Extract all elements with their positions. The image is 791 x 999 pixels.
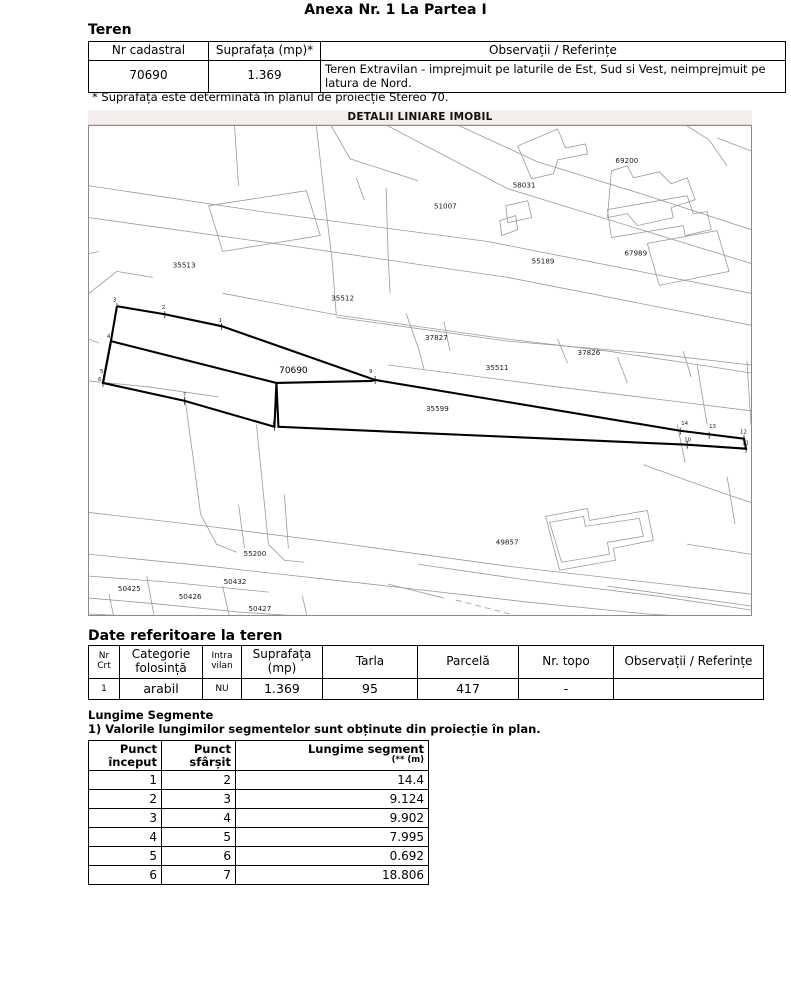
col-intravilan: Intra vilan xyxy=(203,646,242,679)
table-row xyxy=(89,847,429,866)
page-title: Anexa Nr. 1 La Partea I xyxy=(304,2,487,18)
vertex-number-label: 12 xyxy=(740,429,747,436)
parcel-number-label: 49857 xyxy=(495,537,519,547)
cell-parcela: 417 xyxy=(418,679,519,700)
lungime-segmente-note: 1) Valorile lungimilor segmentelor sunt obținute din proiecție în plan. xyxy=(88,722,541,736)
cell-suprafata: 1.369 xyxy=(209,61,321,93)
cell-end: 2 xyxy=(162,771,236,790)
table-row xyxy=(89,679,764,700)
lungime-segmente-table xyxy=(88,740,429,885)
cell-start: 1 xyxy=(89,771,162,790)
col-lungime-segment xyxy=(236,741,429,771)
col-lungime-unit: (** (m) xyxy=(391,755,424,766)
table-header-row xyxy=(89,42,786,61)
vertex-number-label: 1 xyxy=(218,318,223,325)
parcel-number-label: 37827 xyxy=(424,333,448,343)
col-lungime-label: Lungime segment xyxy=(307,742,424,756)
col-tarla: Tarla xyxy=(323,646,418,679)
vertex-number-label: 14 xyxy=(681,420,689,427)
cell-length: 9.902 xyxy=(236,809,429,828)
vertex-number-label: 2 xyxy=(161,305,166,312)
cadastral-map[interactable] xyxy=(89,126,751,615)
parcel-number-label: 67989 xyxy=(624,248,648,258)
vertex-markers xyxy=(103,303,746,452)
parcel-number-label: 37826 xyxy=(577,348,601,358)
date-teren-table xyxy=(88,645,764,700)
parcel-number-label: 50425 xyxy=(117,584,141,594)
table-row xyxy=(89,828,429,847)
map-frame[interactable] xyxy=(88,125,752,616)
parcel-number-label: 55189 xyxy=(531,256,555,266)
vertex-number-label: 4 xyxy=(106,334,111,341)
table-header-row xyxy=(89,646,764,679)
cell-length: 14.4 xyxy=(236,771,429,790)
section-heading-lungime-segmente: Lungime Segmente xyxy=(88,708,214,722)
col-nr-cadastral: Nr cadastral xyxy=(89,42,209,61)
cell-end: 5 xyxy=(162,828,236,847)
parcel-number-label: 55200 xyxy=(243,549,267,559)
table-row xyxy=(89,61,786,93)
cell-categorie: arabil xyxy=(120,679,203,700)
cell-length: 7.995 xyxy=(236,828,429,847)
lungime-segmente-body xyxy=(89,771,429,885)
neighbour-parcel-labels xyxy=(118,156,648,613)
parcel-number-label: 35511 xyxy=(485,363,509,373)
vertex-number-label: 11 xyxy=(742,440,749,447)
vertex-number-label: 6 xyxy=(97,376,102,383)
map-panel xyxy=(88,110,752,616)
col-categorie-folosinta: Categorie folosință xyxy=(120,646,203,679)
cell-intravilan: NU xyxy=(203,679,242,700)
parcel-number-label: 51007 xyxy=(433,201,457,211)
vertex-number-label: 10 xyxy=(684,437,692,444)
cell-observatii xyxy=(614,679,764,700)
cell-nr-topo: - xyxy=(519,679,614,700)
col-observatii: Observații / Referințe xyxy=(321,42,786,61)
vertex-number-label: 7 xyxy=(182,391,187,398)
cell-end: 3 xyxy=(162,790,236,809)
cell-nr-cadastral: 70690 xyxy=(89,61,209,93)
vertex-number-label: 13 xyxy=(709,423,716,430)
cell-start: 3 xyxy=(89,809,162,828)
vertex-number-label: 8 xyxy=(272,420,276,427)
parcel-number-label: 35512 xyxy=(331,293,355,303)
cell-suprafata: 1.369 xyxy=(242,679,323,700)
parcel-number-label: 35513 xyxy=(172,260,196,270)
cell-length: 18.806 xyxy=(236,866,429,885)
cell-end: 7 xyxy=(162,866,236,885)
cell-nr-crt: 1 xyxy=(89,679,120,700)
cell-start: 6 xyxy=(89,866,162,885)
parcel-number-label: 58031 xyxy=(512,180,536,190)
map-title: DETALII LINIARE IMOBIL xyxy=(347,111,493,123)
col-punct-sfarsit: Punct sfârșit xyxy=(162,741,236,771)
cell-start: 5 xyxy=(89,847,162,866)
table-row xyxy=(89,771,429,790)
teren-footnote: * Suprafața este determinată în planul de proiecție Stereo 70. xyxy=(92,90,449,104)
col-punct-inceput: Punct început xyxy=(89,741,162,771)
parcel-number-label: 35599 xyxy=(425,403,449,413)
section-heading-teren: Teren xyxy=(88,22,132,38)
vertex-number-label: 3 xyxy=(112,297,117,304)
section-heading-date-teren: Date referitoare la teren xyxy=(88,628,283,644)
vertex-number-label: 9 xyxy=(369,368,373,375)
parcel-number-label: 50427 xyxy=(248,604,272,614)
cell-end: 6 xyxy=(162,847,236,866)
col-suprafata: Suprafața (mp)* xyxy=(209,42,321,61)
table-row xyxy=(89,809,429,828)
cell-observatii: Teren Extravilan - imprejmuit pe laturile de Est, Sud si Vest, neimprejmuit pe latura de Nord. xyxy=(321,61,786,93)
table-row xyxy=(89,790,429,809)
cell-tarla: 95 xyxy=(323,679,418,700)
cell-start: 2 xyxy=(89,790,162,809)
col-nr-topo: Nr. topo xyxy=(519,646,614,679)
parcel-number-label: 50432 xyxy=(223,577,247,587)
col-observatii: Observații / Referințe xyxy=(614,646,764,679)
parcel-number-label: 69200 xyxy=(615,155,639,165)
col-suprafata: Suprafața (mp) xyxy=(242,646,323,679)
cell-length: 9.124 xyxy=(236,790,429,809)
teren-table xyxy=(88,41,786,93)
table-header-row xyxy=(89,741,429,771)
table-row xyxy=(89,866,429,885)
cell-end: 4 xyxy=(162,809,236,828)
cell-start: 4 xyxy=(89,828,162,847)
col-parcela: Parcelă xyxy=(418,646,519,679)
cell-length: 0.692 xyxy=(236,847,429,866)
col-nr-crt: Nr Crt xyxy=(89,646,120,679)
neighbour-parcels xyxy=(89,126,751,615)
parcel-number-label: 50426 xyxy=(178,592,202,602)
vertex-number-label: 5 xyxy=(99,368,104,375)
subject-parcel-label: 70690 xyxy=(279,365,308,376)
